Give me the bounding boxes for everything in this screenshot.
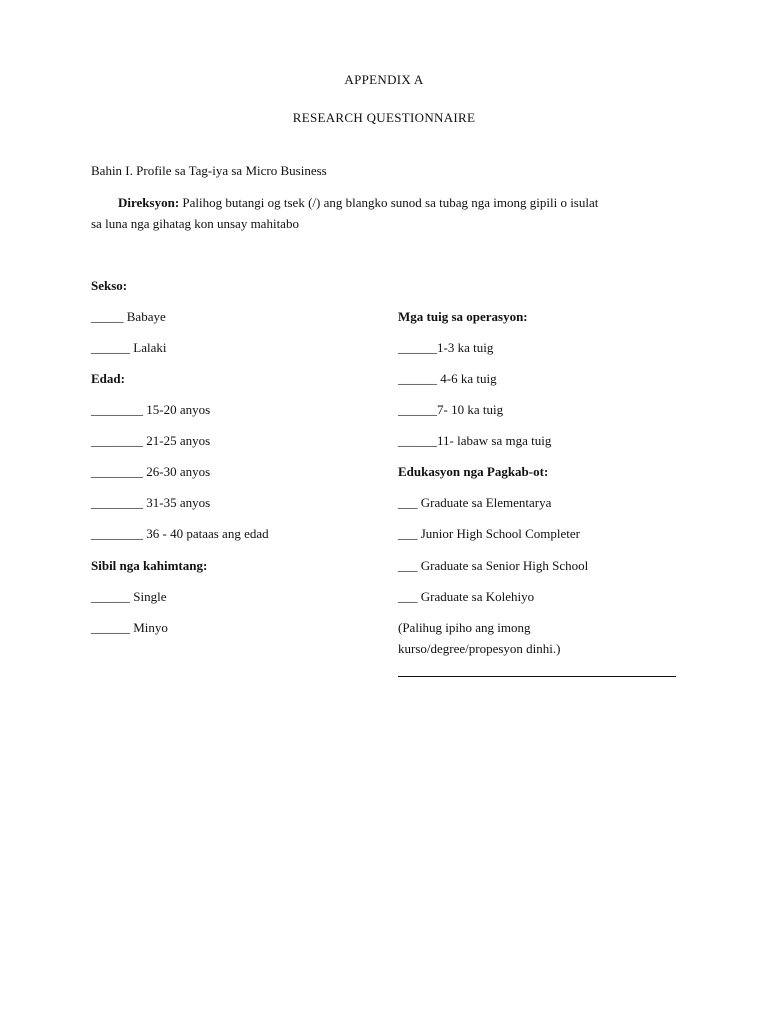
specify-answer-line[interactable]: [398, 676, 676, 677]
age-option-15-20[interactable]: ________ 15-20 anyos: [91, 402, 211, 417]
appendix-heading: APPENDIX A: [344, 72, 424, 87]
education-option-college[interactable]: ___ Graduate sa Kolehiyo: [398, 589, 535, 604]
civil-option-single[interactable]: ______ Single: [91, 589, 167, 604]
sex-option-lalaki[interactable]: ______ Lalaki: [91, 340, 167, 355]
age-option-26-30[interactable]: ________ 26-30 anyos: [91, 464, 211, 479]
education-option-senior-high[interactable]: ___ Graduate sa Senior High School: [398, 558, 589, 573]
specify-instruction-line2: kurso/degree/propesyon dinhi.): [398, 641, 561, 656]
years-option-1-3[interactable]: ______1-3 ka tuig: [398, 340, 494, 355]
sex-heading: Sekso:: [91, 278, 128, 293]
civil-option-minyo[interactable]: ______ Minyo: [91, 620, 168, 635]
directions-paragraph: [91, 192, 691, 234]
years-option-7-10[interactable]: ______7- 10 ka tuig: [398, 402, 504, 417]
education-option-elementary[interactable]: ___ Graduate sa Elementarya: [398, 495, 552, 510]
age-option-31-35[interactable]: ________ 31-35 anyos: [91, 495, 211, 510]
age-heading: Edad:: [91, 371, 125, 386]
years-option-11-plus[interactable]: ______11- labaw sa mga tuig: [398, 433, 552, 448]
part-heading: Bahin I. Profile sa Tag-iya sa Micro Business: [91, 163, 327, 178]
years-option-4-6[interactable]: ______ 4-6 ka tuig: [398, 371, 497, 386]
directions-text-line1: Palihog butangi og tsek (/) ang blangko sunod sa tubag nga imong gipili o isulat: [179, 195, 599, 210]
age-option-36-40[interactable]: ________ 36 - 40 pataas ang edad: [91, 526, 269, 541]
civil-status-heading: Sibil nga kahimtang:: [91, 558, 208, 573]
education-option-junior-high[interactable]: ___ Junior High School Completer: [398, 526, 580, 541]
sex-option-babaye[interactable]: _____ Babaye: [91, 309, 166, 324]
document-title: RESEARCH QUESTIONNAIRE: [292, 110, 476, 125]
years-operation-heading: Mga tuig sa operasyon:: [398, 309, 528, 324]
directions-label: Direksyon:: [118, 195, 180, 210]
age-option-21-25[interactable]: ________ 21-25 anyos: [91, 433, 211, 448]
directions-text-line2: sa luna nga gihatag kon unsay mahitabo: [91, 216, 299, 231]
education-heading: Edukasyon nga Pagkab-ot:: [398, 464, 549, 479]
specify-instruction-line1: (Palihug ipiho ang imong: [398, 620, 531, 635]
